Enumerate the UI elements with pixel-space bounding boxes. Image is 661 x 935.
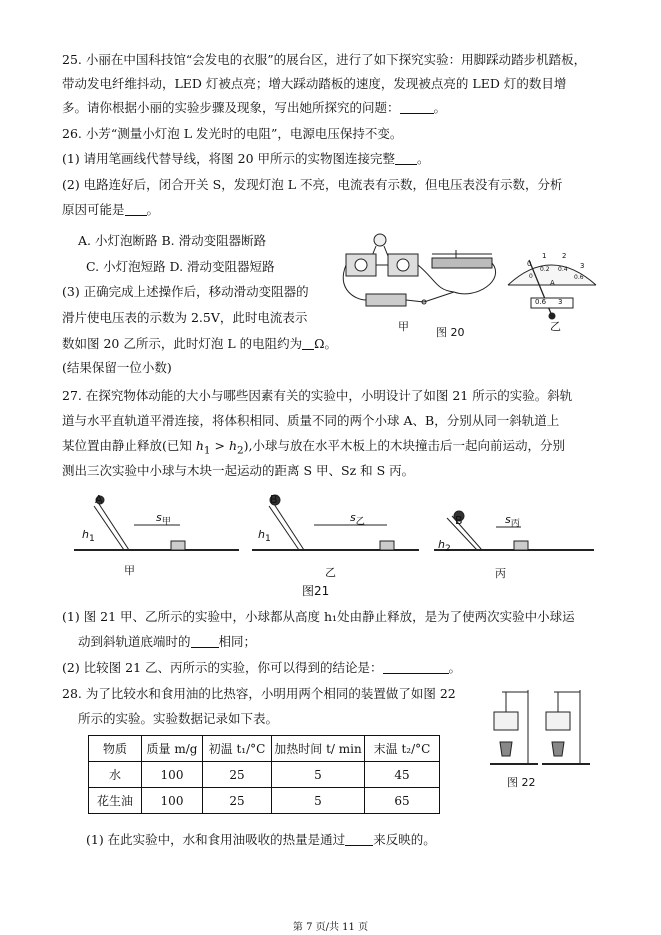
beaker-icon	[494, 712, 518, 730]
q27-part1-b: 动到斜轨道底端时的 相同；	[78, 634, 257, 649]
figure-22-caption: 图 22	[507, 776, 536, 789]
panel-3-label: 丙	[495, 567, 506, 580]
meter-tick-3: 3	[580, 262, 585, 270]
q26-part3-d: (结果保留一位小数)	[62, 360, 172, 375]
wood-block-icon	[380, 541, 394, 550]
q28-part1: (1) 在此实验中，水和食用油吸收的热量是通过 来反映的。	[86, 832, 436, 847]
panel-3-distance: $s_丙$	[505, 513, 520, 530]
header-cell: 质量 m/g	[142, 736, 203, 762]
meter-tick-1: 1	[542, 252, 547, 260]
q26-part2-b: 原因可能是 。	[62, 202, 160, 217]
beaker-icon	[546, 712, 570, 730]
q27-part1-a: (1) 图 21 甲、乙所示的实验中，小球都从高度 h₁处由静止释放，是为了使两次实验中小球运	[62, 609, 575, 624]
table-cell: 5	[272, 788, 365, 814]
table-cell: 65	[365, 788, 440, 814]
figure-21	[74, 492, 594, 572]
panel-2-distance: $s_乙$	[350, 511, 365, 528]
table-cell: 100	[142, 762, 203, 788]
header-cell: 加热时间 t/ min	[272, 736, 365, 762]
q26-options-ab: A. 小灯泡断路 B. 滑动变阻器断路	[78, 233, 267, 248]
panel-1-label: 甲	[124, 564, 135, 577]
q27-line-1: 27. 在探究物体动能的大小与哪些因素有关的实验中，小明设计了如图 21 所示的实验。斜轨	[62, 388, 573, 403]
answer-blank	[191, 635, 219, 648]
q25-line-1: 25. 小丽在中国科技馆“会发电的衣服”的展台区，进行了如下探究实验：用脚踩动踏步机踏板，	[62, 52, 587, 67]
panel-1-distance: $s_甲$	[156, 511, 171, 528]
figure-21-drawing	[74, 492, 594, 572]
q27-line-3: 某位置由静止释放(已知 $h_1 > h_2$),小球与放在水平木板上的木块撞击后一起向前运动，分别	[62, 438, 566, 457]
table-cell: 水	[89, 762, 142, 788]
panel-2-ball: B	[270, 493, 278, 506]
burner-icon	[552, 742, 564, 756]
battery-icon	[366, 294, 406, 306]
figure-20	[336, 230, 616, 350]
table-cell: 花生油	[89, 788, 142, 814]
wood-block-icon	[514, 541, 528, 550]
q26-part1: (1) 请用笔画线代替导线，将图 20 甲所示的实物图连接完整 。	[62, 151, 430, 166]
answer-blank	[345, 833, 373, 846]
table-cell: 25	[203, 762, 272, 788]
meter-scale-04: 0.4	[558, 266, 568, 273]
meter-scale-06: 0.6	[574, 274, 584, 281]
figure-20-caption: 图 20	[436, 326, 465, 339]
meter-terminal-06: 0.6	[535, 298, 547, 306]
meter-tick-2: 2	[562, 252, 567, 260]
header-cell: 末温 t₂/°C	[365, 736, 440, 762]
table-cell: 45	[365, 762, 440, 788]
figure-20-label-jia: 甲	[398, 320, 409, 333]
table-cell: 5	[272, 762, 365, 788]
panel-3-height: $h_2$	[438, 538, 451, 555]
answer-blank	[400, 101, 434, 114]
figure-22	[484, 686, 594, 789]
answer-blank	[125, 203, 147, 216]
q28-line-2: 所示的实验。实验数据记录如下表。	[78, 711, 279, 726]
q26-part3-b: 滑片使电压表的示数为 2.5V，此时电流表示	[62, 310, 308, 325]
meter-tick-0: 0	[527, 260, 532, 268]
q26-part3-a: (3) 正确完成上述操作后，移动滑动变阻器的	[62, 284, 309, 299]
panel-3-ball: B	[455, 514, 463, 527]
page-footer: 第 7 页/共 11 页	[292, 922, 369, 933]
table-cell: 25	[203, 788, 272, 814]
header-cell: 物质	[89, 736, 142, 762]
meter-terminal-3: 3	[558, 298, 563, 306]
meter-scale-02: 0.2	[540, 266, 550, 273]
figure-21-caption: 图21	[302, 584, 330, 598]
meter-scale-0: 0	[529, 273, 533, 280]
table-header-row	[89, 736, 440, 762]
panel-1-ball: A	[95, 493, 103, 506]
q27-line-2: 道与水平直轨道平滑连接，将体积相同、质量不同的两个小球 A、B，分别从同一斜轨道上	[62, 413, 560, 428]
bulb-icon	[374, 234, 386, 246]
q25-line-2: 带动发电纤维抖动，LED 灯被点亮；增大踩动踏板的速度，发现被点亮的 LED 灯的数目增	[62, 76, 567, 91]
q26-part2-a: (2) 电路连好后，闭合开关 S，发现灯泡 L 不亮，电流表有示数，但电压表没有示数，分析	[62, 177, 563, 192]
figure-22-drawing	[484, 686, 594, 766]
figure-20-label-yi: 乙	[550, 320, 561, 333]
q28-line-1: 28. 为了比较水和食用油的比热容，小明用两个相同的装置做了如图 22	[62, 686, 456, 701]
answer-blank	[395, 152, 417, 165]
q25-line-3: 多。请你根据小丽的实验步骤及现象，写出她所探究的问题： 。	[62, 100, 447, 115]
panel-2-label: 乙	[325, 566, 336, 579]
panel-1-height: $h_1$	[82, 528, 95, 545]
q26-options-cd: C. 小灯泡短路 D. 滑动变阻器短路	[86, 259, 275, 274]
q27-line-4: 测出三次实验中小球与木块一起运动的距离 S 甲、Sz 和 S 丙。	[62, 463, 415, 478]
figure-20-drawing	[336, 230, 616, 350]
burner-icon	[500, 742, 512, 756]
q26-part3-c: 数如图 20 乙所示，此时灯泡 L 的电阻约为 Ω。	[62, 336, 337, 351]
rheostat-icon	[432, 258, 492, 268]
q26-title: 26. 小芳“测量小灯泡 L 发光时的电阻”，电源电压保持不变。	[62, 126, 403, 141]
panel-2-height: $h_1$	[258, 528, 271, 545]
data-table	[88, 735, 440, 814]
meter-unit: A	[550, 279, 555, 287]
table-row	[89, 788, 440, 814]
table-cell: 100	[142, 788, 203, 814]
header-cell: 初温 t₁/°C	[203, 736, 272, 762]
table-row	[89, 762, 440, 788]
q27-part2: (2) 比较图 21 乙、丙所示的实验，你可以得到的结论是： 。	[62, 660, 462, 675]
answer-blank	[302, 337, 314, 350]
answer-blank	[383, 661, 449, 674]
wood-block-icon	[171, 541, 185, 550]
